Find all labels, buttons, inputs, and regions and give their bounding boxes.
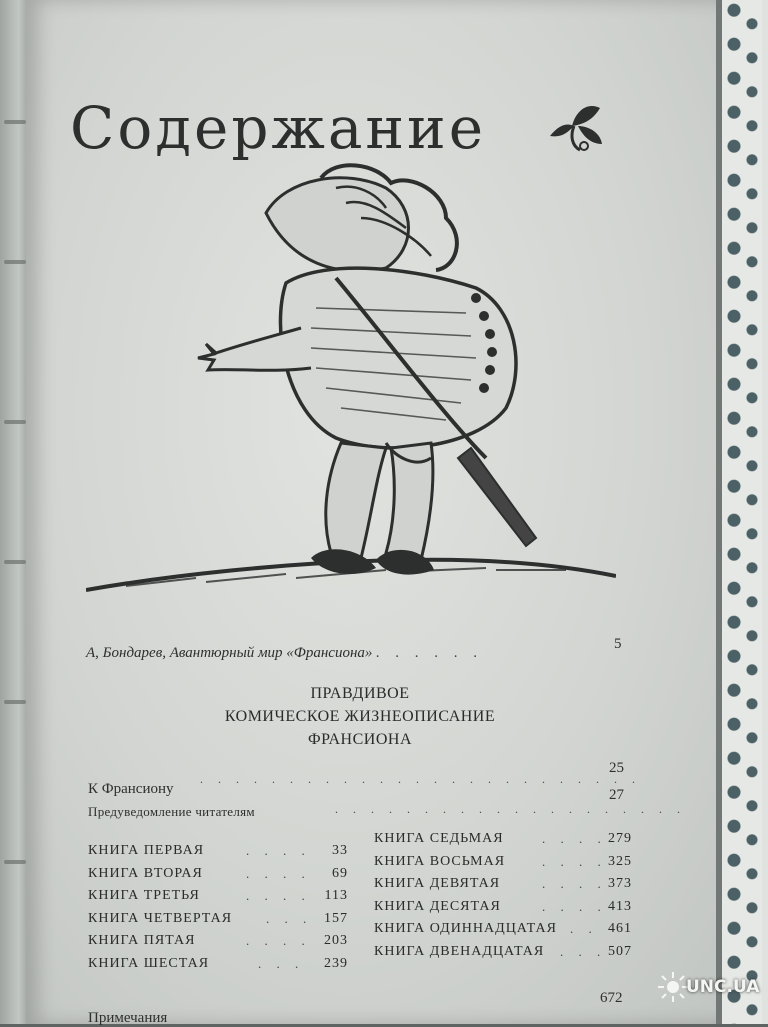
- cavalier-illustration: [86, 158, 616, 598]
- book-title: КНИГА ПЕРВАЯ: [88, 843, 205, 858]
- page-number: 25: [609, 760, 624, 776]
- leader-dots: . . .: [258, 955, 305, 971]
- toc-book-row: [88, 933, 358, 956]
- leader-dots: . .: [570, 921, 598, 936]
- book-title: КНИГА ШЕСТАЯ: [88, 955, 210, 971]
- toc-entry-to-francion: [88, 781, 174, 798]
- toc-book-row: [88, 843, 358, 866]
- book-title: КНИГА СЕДЬМАЯ: [374, 831, 504, 846]
- toc-book-row: [374, 899, 644, 922]
- entry-title: К Франсиону: [88, 781, 174, 797]
- leader-dots: . . .: [560, 943, 607, 959]
- page-number: 413: [608, 898, 632, 914]
- entry-title: Предуведомление читателям: [88, 804, 255, 819]
- leader-dots: . . . . . . . . . . . . . . . . . . . . . . . . .: [200, 772, 641, 786]
- book-title: КНИГА ДЕСЯТАЯ: [374, 898, 501, 914]
- toc-book-row: [88, 866, 358, 889]
- leader-dots: . . . .: [542, 853, 607, 869]
- books-right-column: [374, 831, 644, 966]
- toc-book-row: [88, 956, 358, 979]
- ornamental-endpaper: [716, 0, 768, 1024]
- toc-book-row: [374, 831, 644, 854]
- page-number: 507: [608, 943, 632, 959]
- text-fragment: [4, 260, 26, 264]
- toc-book-row: [374, 876, 644, 899]
- site-watermark: [656, 968, 766, 1008]
- page-heading: Содержание: [70, 94, 487, 162]
- book-title: КНИГА ЧЕТВЕРТАЯ: [88, 910, 233, 926]
- toc-book-row: [88, 888, 358, 911]
- section-title: [190, 682, 530, 751]
- toc-entry-intro: [86, 645, 483, 662]
- page-number: 325: [608, 853, 632, 869]
- page-number: 672: [600, 990, 623, 1006]
- leader-dots: . . . .: [542, 831, 607, 846]
- entry-title: А, Бондарев, Авантюрный мир «Франсиона»: [86, 645, 373, 661]
- page-number: 157: [324, 910, 348, 926]
- page-number: 33: [332, 843, 348, 858]
- leader-dots: . . . .: [542, 898, 607, 914]
- toc-book-row: [88, 911, 358, 934]
- page-number: 461: [608, 921, 632, 936]
- text-fragment: [4, 700, 26, 704]
- leader-dots: . . .: [266, 910, 313, 926]
- section-title-line: ПРАВДИВОЕ: [310, 685, 410, 702]
- books-left-column: [88, 843, 358, 978]
- leader-dots: . . . .: [246, 865, 311, 881]
- page-number: 113: [324, 888, 348, 903]
- book-title: КНИГА ДЕВЯТАЯ: [374, 876, 501, 891]
- leaf-scroll-icon: [544, 96, 608, 154]
- leader-dots: . . . .: [246, 933, 311, 948]
- book-title: КНИГА ОДИННАДЦАТАЯ: [374, 921, 557, 936]
- section-title-line: КОМИЧЕСКОЕ ЖИЗНЕОПИСАНИЕ: [224, 708, 496, 725]
- page-number: 279: [608, 831, 632, 846]
- text-fragment: [4, 120, 26, 124]
- book-title: КНИГА ВОСЬМАЯ: [374, 853, 506, 869]
- leader-dots: . . . .: [246, 888, 311, 903]
- leader-dots: . . . .: [246, 843, 311, 858]
- section-title-line: ФРАНСИОНА: [308, 731, 412, 748]
- sun-logo-icon: [656, 970, 690, 1004]
- page-number: 5: [614, 636, 622, 652]
- toc-book-row: [374, 854, 644, 877]
- page-number: 239: [324, 955, 348, 971]
- page-number: 27: [609, 787, 624, 803]
- text-fragment: [4, 560, 26, 564]
- book-title: КНИГА ВТОРАЯ: [88, 865, 203, 881]
- toc-entry-foreword: [88, 804, 255, 820]
- watermark-text: UNC.UA: [686, 977, 760, 997]
- text-fragment: [4, 860, 26, 864]
- book-title: КНИГА ПЯТАЯ: [88, 933, 196, 948]
- page-number: 373: [608, 876, 632, 891]
- toc-book-row: [374, 944, 644, 967]
- book-title: КНИГА ДВЕНАДЦАТАЯ: [374, 943, 545, 959]
- leader-dots: . . . . . . . . . . . . . . . . . . . .: [335, 802, 686, 816]
- toc-entry-notes: Примечания: [88, 1010, 168, 1026]
- toc-book-row: [374, 921, 644, 944]
- leader-dots: . . . . . .: [376, 645, 484, 661]
- text-fragment: [4, 420, 26, 424]
- ornament-pattern: [722, 0, 762, 1024]
- leader-dots: . . . .: [542, 876, 607, 891]
- page-number: 203: [324, 933, 348, 948]
- book-title: КНИГА ТРЕТЬЯ: [88, 888, 200, 903]
- page-number: 69: [332, 865, 348, 881]
